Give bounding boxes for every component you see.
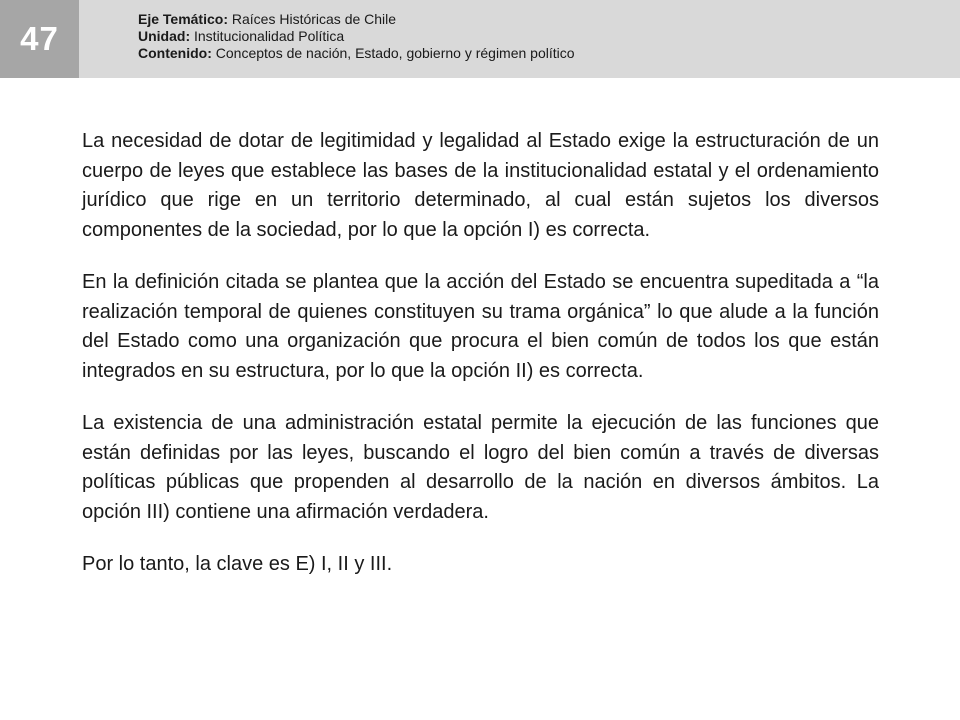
- contenido-value: Conceptos de nación, Estado, gobierno y régimen político: [211, 45, 575, 61]
- eje-tematico-label: Eje Temático:: [138, 11, 228, 27]
- contenido-label: Contenido:: [138, 45, 212, 61]
- unidad-label: Unidad:: [138, 28, 191, 44]
- unidad-line: [138, 28, 575, 45]
- header-metadata: [138, 11, 575, 62]
- paragraph-opcion-3: La existencia de una administración estatal permite la ejecución de las funciones que están definidas por las leyes, buscando el logro del bien común a través de diversas políticas públicas que propenden al desarrollo de la nación en diversos ámbitos. La opción III) contiene una afirmación verdadera.: [82, 412, 879, 523]
- paragraph-opcion-1: La necesidad de dotar de legitimidad y legalidad al Estado exige la estructuración de un cuerpo de leyes que establece las bases de la institucionalidad estatal y el ordenamiento jurídico que rige en un territorio determinado, al cual están sujetos los diversos componentes de la sociedad, por lo que la opción I) es correcta.: [82, 130, 879, 241]
- contenido-line: [138, 45, 575, 62]
- unidad-value: Institucionalidad Política: [190, 28, 345, 44]
- slide-content: [82, 127, 879, 580]
- header-bar: [0, 0, 960, 78]
- paragraph-opcion-2: En la definición citada se plantea que la acción del Estado se encuentra supeditada a “la realización temporal de quienes constituyen su trama orgánica” lo que alude a la función del Estado como una organización que procura el bien común de todos los que están integrados en su estructura, por lo que la opción II) es correcta.: [82, 271, 879, 382]
- page-number-box: [0, 0, 79, 78]
- page-number: 47: [20, 20, 59, 57]
- conclusion-paragraph: Por lo tanto, la clave es E) I, II y III.: [82, 553, 393, 575]
- eje-tematico-value: Raíces Históricas de Chile: [228, 11, 397, 27]
- eje-tematico-line: [138, 11, 575, 28]
